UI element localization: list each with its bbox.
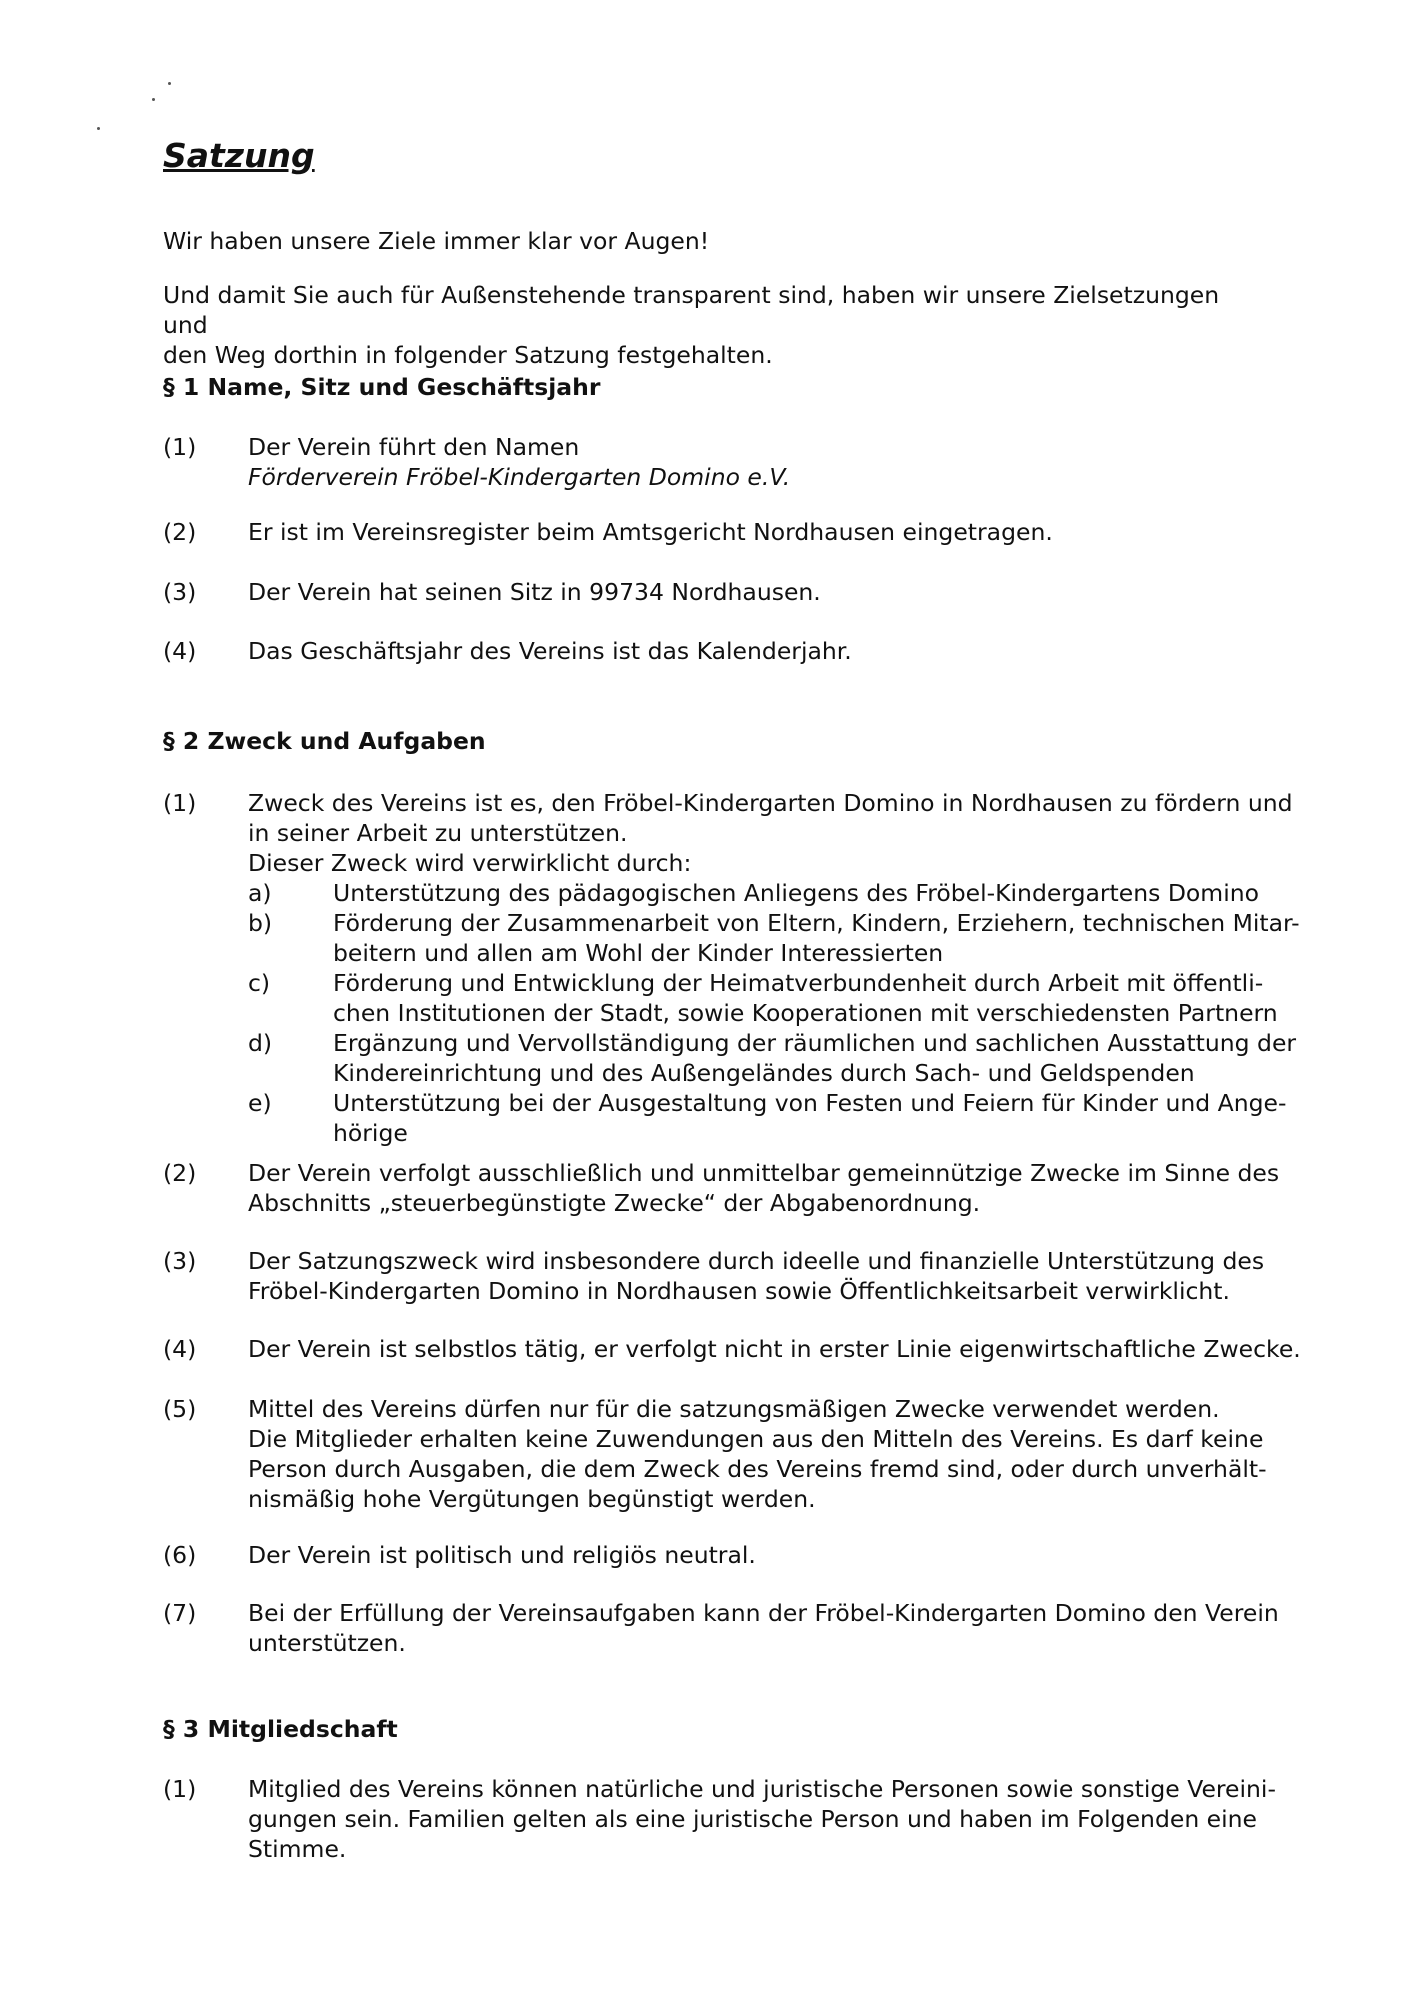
text-line: Dieser Zweck wird verwirklicht durch: xyxy=(248,849,692,877)
text-line: Er ist im Vereinsregister beim Amtsgericht Nordhausen eingetragen. xyxy=(248,518,1053,546)
s1-item-4 xyxy=(163,636,1313,666)
item-number: (4) xyxy=(163,1335,197,1363)
item-number: (1) xyxy=(163,789,197,817)
text-line: beitern und allen am Wohl der Kinder Interessierten xyxy=(333,939,944,967)
sub-item-d xyxy=(248,1028,1313,1088)
s2-item-6 xyxy=(163,1540,1313,1570)
text-line: Der Verein hat seinen Sitz in 99734 Nordhausen. xyxy=(248,578,821,606)
item-number: (6) xyxy=(163,1541,197,1569)
item-number: (3) xyxy=(163,1247,197,1275)
text-line: Ergänzung und Vervollständigung der räumlichen und sachlichen Ausstattung der xyxy=(333,1029,1297,1057)
s2-item-1 xyxy=(163,788,1313,1148)
text-line: Der Verein ist selbstlos tätig, er verfolgt nicht in erster Linie eigenwirtschaftliche Zwecke. xyxy=(248,1335,1301,1363)
item-number: (1) xyxy=(163,433,197,461)
item-number: (4) xyxy=(163,637,197,665)
text-line: Wir haben unsere Ziele immer klar vor Augen! xyxy=(163,227,710,255)
document-title: Satzung xyxy=(163,136,315,175)
s1-item-3 xyxy=(163,577,1313,607)
sub-item-letter: b) xyxy=(248,909,273,937)
text-line: Der Verein führt den Namen xyxy=(248,433,580,461)
text-line: Mittel des Vereins dürfen nur für die satzungsmäßigen Zwecke verwendet werden. xyxy=(248,1395,1220,1423)
text-line: in seiner Arbeit zu unterstützen. xyxy=(248,819,628,847)
sub-item-letter: d) xyxy=(248,1029,273,1057)
text-line: Förderung der Zusammenarbeit von Eltern, Kindern, Erziehern, technischen Mitar- xyxy=(333,909,1300,937)
sub-item-letter: c) xyxy=(248,969,271,997)
item-number: (5) xyxy=(163,1395,197,1423)
text-line: nismäßig hohe Vergütungen begünstigt werden. xyxy=(248,1485,816,1513)
text-line: Stimme. xyxy=(248,1835,347,1863)
text-line: Kindereinrichtung und des Außengeländes durch Sach- und Geldspenden xyxy=(333,1059,1195,1087)
s2-item-2 xyxy=(163,1158,1313,1218)
sub-item-letter: a) xyxy=(248,879,272,907)
text-line: Der Satzungszweck wird insbesondere durch ideelle und finanzielle Unterstützung des xyxy=(248,1247,1265,1275)
text-line: Person durch Ausgaben, die dem Zweck des Vereins fremd sind, oder durch unverhält- xyxy=(248,1455,1267,1483)
s2-item-3 xyxy=(163,1246,1313,1306)
text-line: Das Geschäftsjahr des Vereins ist das Kalenderjahr. xyxy=(248,637,852,665)
text-line: Unterstützung bei der Ausgestaltung von Festen und Feiern für Kinder und Ange- xyxy=(333,1089,1287,1117)
s2-item-4 xyxy=(163,1334,1313,1364)
text-line: Die Mitglieder erhalten keine Zuwendungen aus den Mitteln des Vereins. Es darf keine xyxy=(248,1425,1264,1453)
sub-item-c xyxy=(248,968,1313,1028)
text-line: Bei der Erfüllung der Vereinsaufgaben kann der Fröbel-Kindergarten Domino den Verein xyxy=(248,1599,1279,1627)
text-line: Der Verein verfolgt ausschließlich und unmittelbar gemeinnützige Zwecke im Sinne des xyxy=(248,1159,1280,1187)
s1-item-1 xyxy=(163,432,1313,492)
intro-paragraph-2 xyxy=(163,280,1263,370)
association-name: Förderverein Fröbel-Kindergarten Domino e.V. xyxy=(248,463,791,491)
text-line: Und damit Sie auch für Außenstehende transparent sind, haben wir unsere Zielsetzungen und xyxy=(163,281,1220,339)
section-1-heading: § 1 Name, Sitz und Geschäftsjahr xyxy=(163,373,601,401)
text-line: Zweck des Vereins ist es, den Fröbel-Kindergarten Domino in Nordhausen zu fördern und xyxy=(248,789,1293,817)
text-line: Der Verein ist politisch und religiös neutral. xyxy=(248,1541,756,1569)
sub-item-b xyxy=(248,908,1313,968)
text-line: Unterstützung des pädagogischen Anliegens des Fröbel-Kindergartens Domino xyxy=(333,879,1260,907)
scan-speck xyxy=(168,82,171,85)
sub-item-e xyxy=(248,1088,1313,1148)
text-line: gungen sein. Familien gelten als eine juristische Person und haben im Folgenden eine xyxy=(248,1805,1258,1833)
sub-item-letter: e) xyxy=(248,1089,272,1117)
section-2-heading: § 2 Zweck und Aufgaben xyxy=(163,727,486,755)
text-line: hörige xyxy=(333,1119,408,1147)
item-number: (1) xyxy=(163,1775,197,1803)
s2-item-7 xyxy=(163,1598,1313,1658)
text-line: Abschnitts „steuerbegünstigte Zwecke“ der Abgabenordnung. xyxy=(248,1189,981,1217)
item-number: (2) xyxy=(163,1159,197,1187)
text-line: chen Institutionen der Stadt, sowie Kooperationen mit verschiedensten Partnern xyxy=(333,999,1278,1027)
item-number: (7) xyxy=(163,1599,197,1627)
sub-item-a xyxy=(248,878,1313,908)
text-line: den Weg dorthin in folgender Satzung festgehalten. xyxy=(163,341,773,369)
text-line: Mitglied des Vereins können natürliche und juristische Personen sowie sonstige Vereini- xyxy=(248,1775,1276,1803)
text-line: Förderung und Entwicklung der Heimatverbundenheit durch Arbeit mit öffentli- xyxy=(333,969,1264,997)
s1-item-2 xyxy=(163,517,1313,547)
text-line: Fröbel-Kindergarten Domino in Nordhausen sowie Öffentlichkeitsarbeit verwirklicht. xyxy=(248,1277,1230,1305)
intro-paragraph-1 xyxy=(163,226,1263,256)
scan-speck xyxy=(152,98,155,101)
scan-speck xyxy=(97,127,100,130)
section-3-heading: § 3 Mitgliedschaft xyxy=(163,1715,398,1743)
s2-item-5 xyxy=(163,1394,1313,1514)
item-number: (3) xyxy=(163,578,197,606)
text-line: unterstützen. xyxy=(248,1629,406,1657)
item-number: (2) xyxy=(163,518,197,546)
s3-item-1 xyxy=(163,1774,1313,1864)
